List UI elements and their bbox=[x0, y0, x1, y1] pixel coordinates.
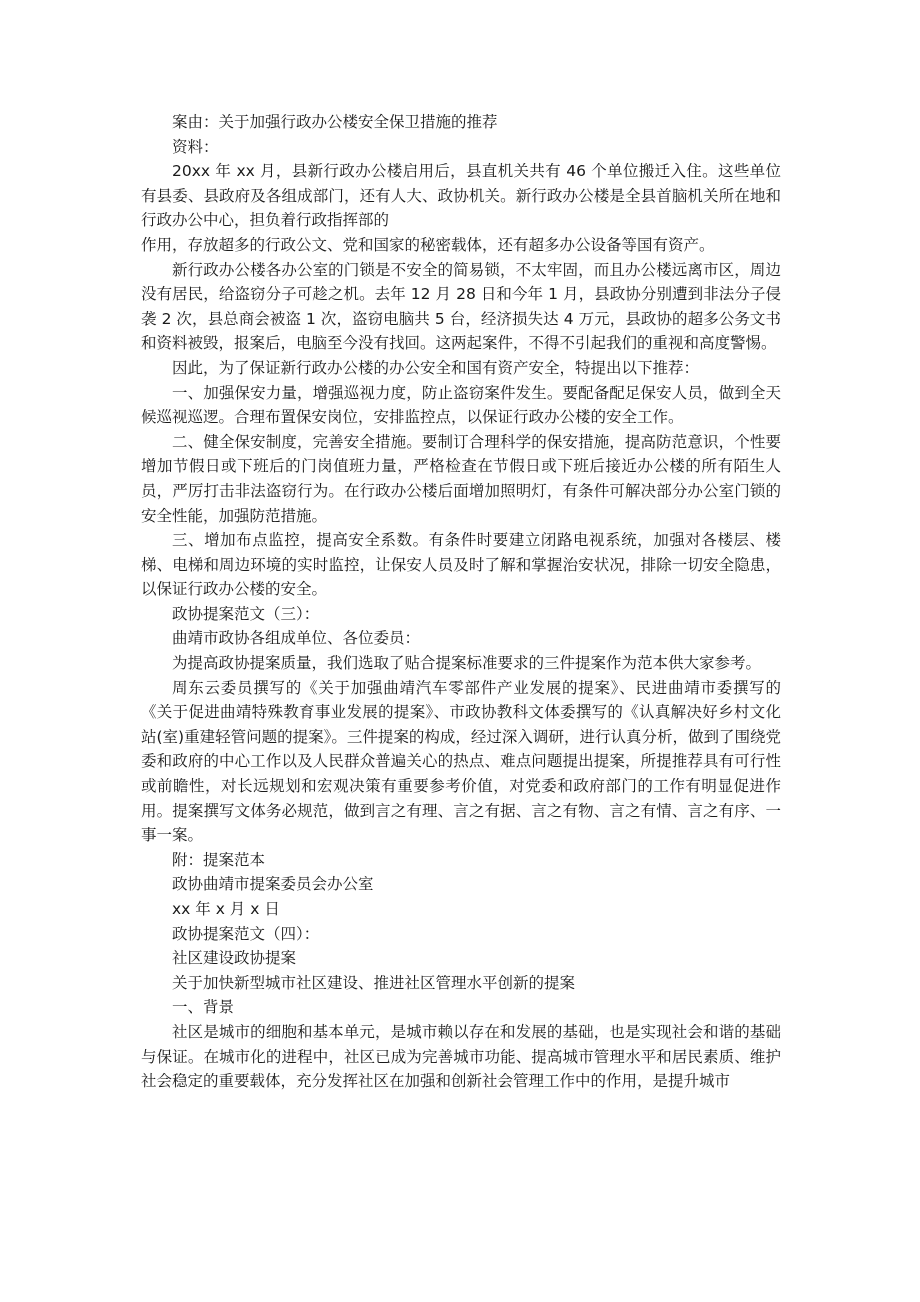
signature-org: 政协曲靖市提案委员会办公室 bbox=[172, 875, 374, 894]
paragraph: 因此，为了保证新行政办公楼的办公安全和国有资产安全，特提出以下推荐： bbox=[172, 358, 700, 377]
case-title: 案由：关于加强行政办公楼安全保卫措施的推荐 bbox=[172, 113, 498, 131]
material-label: 资料： bbox=[172, 137, 219, 156]
proposal-title: 关于加快新型城市社区建设、推进社区管理水平创新的提案 bbox=[172, 973, 576, 992]
paragraph: 为提高政协提案质量，我们选取了贴合提案标准要求的三件提案作为范本供大家参考。 bbox=[172, 654, 762, 673]
salutation: 曲靖市政协各组成单位、各位委员： bbox=[172, 629, 421, 648]
document-body bbox=[141, 110, 781, 1094]
paragraph: 社区是城市的细胞和基本单元，是城市赖以存在和发展的基础，也是实现社会和谐的基础与保证。在城市化的进程中，社区已成为完善城市功能、提高城市管理水平和居民素质、维护社会稳定的重要载体，充分发挥社区在加强和创新社会管理工作中的作用，是提升城市 bbox=[141, 1022, 781, 1091]
paragraph: 新行政办公楼各办公室的门锁是不安全的简易锁，不太牢固，而且办公楼远离市区，周边没有居民，给盗窃分子可趁之机。去年 12 月 28 日和今年 1 月，县政协分别遭到非法分子侵袭 2 次，县总商会被盗 1 次，盗窃电脑共 5 台，经济损失达 4 万元，县政协的超多公务文书和资料被毁，报案后，电脑至今没有找回。这两起案件，不得不引起我们的重视和高度警惕。 bbox=[141, 260, 781, 353]
section-heading: 政协提案范文（三）： bbox=[172, 604, 320, 623]
signature-date: xx 年 x 月 x 日 bbox=[172, 900, 280, 918]
section-heading: 政协提案范文（四）： bbox=[172, 924, 320, 943]
recommendation-2: 二、健全保安制度，完善安全措施。要制订合理科学的保安措施，提高防范意识，个性要增加节假日或下班后的门岗值班力量，严格检查在节假日或下班后接近办公楼的所有陌生人员，严厉打击非法盗窃行为。在行政办公楼后面增加照明灯，有条件可解决部分办公室门锁的安全性能，加强防范措施。 bbox=[141, 432, 781, 525]
recommendation-1: 一、加强保安力量，增强巡视力度，防止盗窃案件发生。要配备配足保安人员，做到全天候巡视巡逻。合理布置保安岗位，安排监控点，以保证行政办公楼的安全工作。 bbox=[141, 383, 781, 427]
paragraph: 周东云委员撰写的《关于加强曲靖汽车零部件产业发展的提案》、民进曲靖市委撰写的《关于促进曲靖特殊教育事业发展的提案》、市政协教科文体委撰写的《认真解决好乡村文化站(室)重建轻管问题的提案》。三件提案的构成，经过深入调研，进行认真分析，做到了围绕党委和政府的中心工作以及人民群众普遍关心的热点、难点问题提出提案，所提推荐具有可行性或前瞻性，对长远规划和宏观决策有重要参考价值，对党委和政府部门的工作有明显促进作用。提案撰写文体务必规范，做到言之有理、言之有据、言之有物、言之有情、言之有序、一事一案。 bbox=[141, 678, 781, 845]
recommendation-3: 三、增加布点监控，提高安全系数。有条件时要建立闭路电视系统，加强对各楼层、楼梯、电梯和周边环境的实时监控，让保安人员及时了解和掌握治安状况，排除一切安全隐患，以保证行政办公楼的安全。 bbox=[141, 531, 781, 599]
proposal-subject: 社区建设政协提案 bbox=[172, 949, 297, 968]
paragraph: 作用，存放超多的行政公文、党和国家的秘密载体，还有超多办公设备等国有资产。 bbox=[141, 235, 715, 254]
attachment-line: 附：提案范本 bbox=[172, 850, 266, 869]
paragraph: 20xx 年 xx 月，县新行政办公楼启用后，县直机关共有 46 个单位搬迁入住。这些单位有县委、县政府及各组成部门，还有人大、政协机关。新行政办公楼是全县首脑机关所在地和行政办公中心，担负着行政指挥部的 bbox=[141, 162, 781, 230]
subsection-heading: 一、背景 bbox=[172, 998, 235, 1017]
